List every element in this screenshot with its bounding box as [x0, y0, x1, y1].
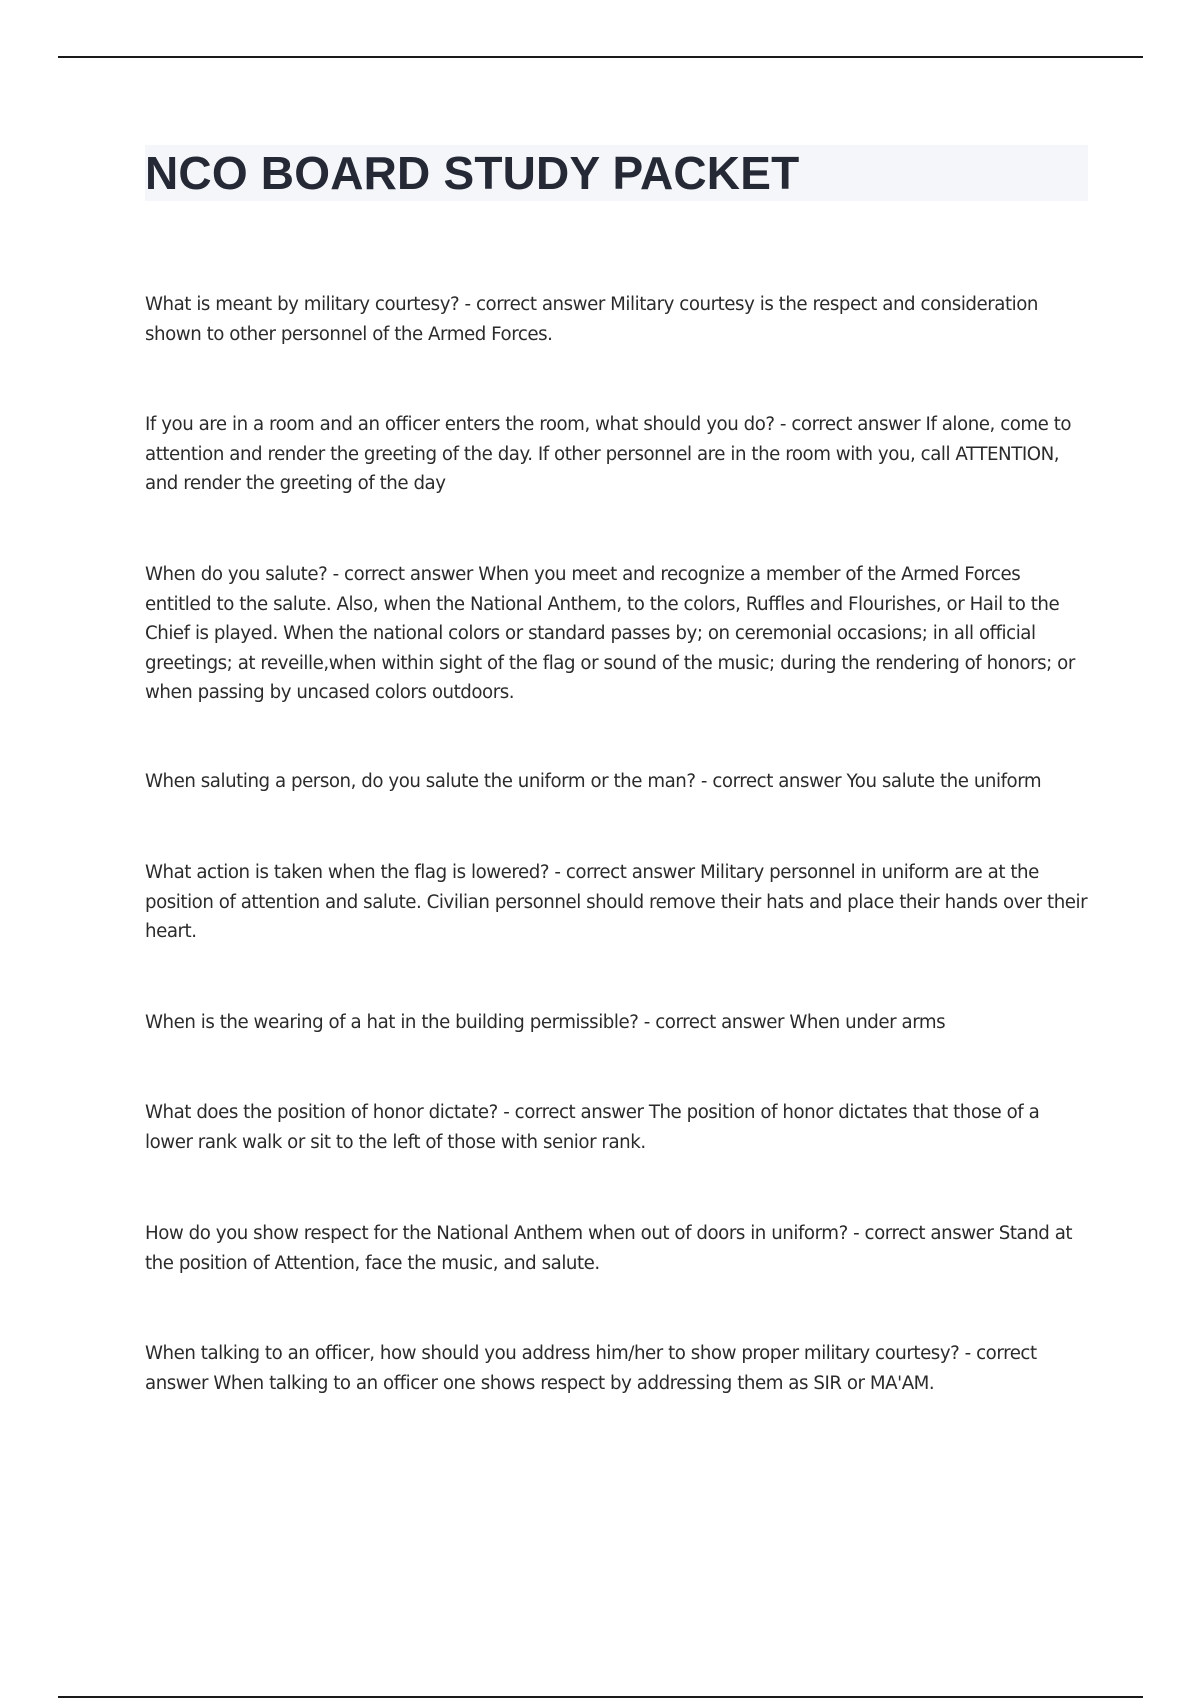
- document-title: NCO BOARD STUDY PACKET: [145, 147, 800, 199]
- qa-entry-4: When saluting a person, do you salute the uniform or the man? - correct answer You salute the uniform: [145, 771, 1042, 792]
- bottom-rule: [58, 1696, 1143, 1698]
- qa-entry-5: What action is taken when the flag is lowered? - correct answer Military personnel in uniform are at the position of attention and salute. Civilian personnel should remove their hats and place their hands over their heart.: [145, 862, 1088, 942]
- top-rule: [58, 56, 1143, 58]
- qa-entry-7: What does the position of honor dictate? - correct answer The position of honor dictates that those of a lower rank walk or sit to the left of those with senior rank.: [145, 1102, 1040, 1153]
- qa-entry-3: When do you salute? - correct answer When you meet and recognize a member of the Armed Forces entitled to the salute. Also, when the National Anthem, to the colors, Ruffles and Flourishes, or Hail to the Chief is played. When the national colors or standard passes by; on ceremonial occasions; in all official greetings; at reveille,when within sight of the flag or sound of the music; during the rendering of honors; or when passing by uncased colors outdoors.: [145, 564, 1075, 703]
- qa-entry-1: What is meant by military courtesy? - correct answer Military courtesy is the respect and consideration shown to other personnel of the Armed Forces.: [145, 294, 1039, 345]
- qa-entry-2: If you are in a room and an officer enters the room, what should you do? - correct answer If alone, come to attention and render the greeting of the day. If other personnel are in the room with you, call ATTENTION, and render the greeting of the day: [145, 414, 1072, 494]
- qa-entry-6: When is the wearing of a hat in the building permissible? - correct answer When under arms: [145, 1012, 946, 1033]
- qa-entry-8: How do you show respect for the National Anthem when out of doors in uniform? - correct answer Stand at the position of Attention, face the music, and salute.: [145, 1223, 1073, 1274]
- qa-entry-9: When talking to an officer, how should you address him/her to show proper military courtesy? - correct answer When talking to an officer one shows respect by addressing them as SIR or MA'AM.: [145, 1343, 1037, 1394]
